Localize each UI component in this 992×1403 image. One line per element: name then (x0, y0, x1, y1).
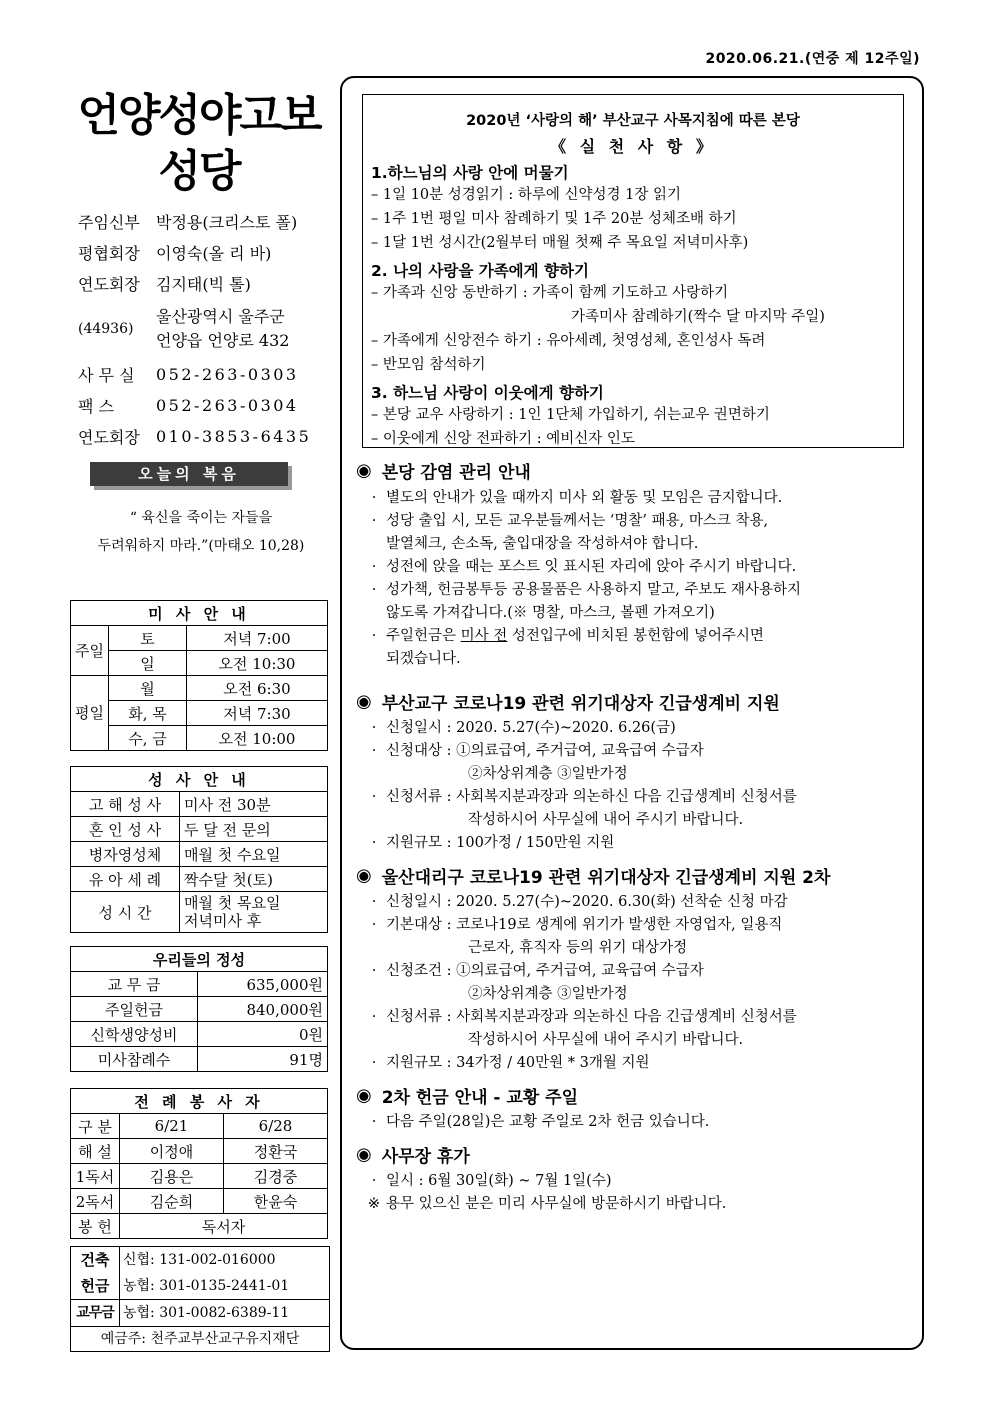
notice-line: ②차상위계층 ③일반가정 (468, 766, 628, 782)
dot-icon: · (371, 894, 377, 910)
dot-icon: · (371, 582, 377, 598)
practice-item: 가족미사 참례하기(짝수 달 마지막 주일) (571, 309, 825, 325)
liturgy-person: 한윤숙 (224, 1189, 328, 1214)
sunday-label: 주일 (71, 626, 109, 676)
notice-line: 되겠습니다. (386, 651, 461, 667)
sacrament-value: 매월 첫 목요일 (184, 894, 281, 912)
dot-icon: · (371, 835, 377, 851)
notice-heading (356, 863, 912, 888)
dot-icon: · (371, 513, 377, 529)
notice-line: 발열체크, 손소독, 출입대장을 작성하셔야 합니다. (386, 536, 699, 552)
dot-icon: · (371, 490, 377, 506)
staff-row (78, 206, 328, 237)
mass-day: 토 (108, 626, 186, 651)
mass-day: 화, 목 (108, 701, 186, 726)
notice-line: 신청대상 : ①의료급여, 주거급여, 교육급여 수급자 (386, 743, 704, 759)
liturgy-date: 6/28 (224, 1114, 328, 1139)
building-label: 헌금 (80, 1277, 110, 1295)
dot-icon: · (371, 720, 377, 736)
offering-name: 주일헌금 (71, 997, 198, 1022)
mass-time: 오전 10:00 (186, 726, 327, 751)
notice-heading (356, 1083, 912, 1108)
practice-section: 1.하느님의 사랑 안에 머물기 (371, 164, 569, 182)
sacrament-value: 저녁미사 후 (184, 912, 262, 930)
staff-row (78, 237, 328, 268)
staff-role: 주임신부 (78, 213, 140, 232)
notice-bullet-icon: ◉ (356, 865, 372, 886)
contact-number: 052-263-0303 (156, 365, 299, 384)
contact-label: 팩 스 (78, 397, 114, 416)
contact-row (78, 421, 328, 452)
staff-name: 이영숙(올 리 바) (156, 244, 272, 263)
offering-value: 840,000원 (198, 997, 328, 1022)
dot-icon: · (371, 963, 377, 979)
dot-icon: · (371, 559, 377, 575)
sacrament-value: 짝수달 첫(토) (180, 867, 328, 892)
notice-heading (356, 458, 912, 483)
mass-table (70, 600, 328, 751)
sacrament-name: 혼 인 성 사 (71, 817, 180, 842)
building-label: 건축 (80, 1251, 110, 1269)
staff-name: 김지태(빅 톨) (156, 275, 251, 294)
notice-line: ②차상위계층 ③일반가정 (468, 986, 628, 1002)
parish-name-line2: 성당 (158, 146, 240, 197)
bulletin-date: 2020.06.21.(연중 제 12주일) (705, 51, 920, 67)
notice-line: 근로자, 휴직자 등의 위기 대상가정 (468, 940, 688, 956)
notice-line: 지원규모 : 34가정 / 40만원 * 3개월 지원 (386, 1055, 650, 1071)
offering-name: 신학생양성비 (71, 1022, 198, 1047)
gospel-line: 두려워하지 마라.”(마태오 10,28) (97, 538, 305, 554)
contact-number: 052-263-0304 (156, 396, 299, 415)
notice-line: 신청일시 : 2020. 5.27(수)~2020. 6.26(금) (386, 720, 676, 736)
offering-name: 교 무 금 (71, 972, 198, 997)
notice-bullet-icon: ◉ (356, 460, 372, 481)
notice-bullet-icon: ◉ (356, 1144, 372, 1165)
liturgy-person: 이정애 (120, 1139, 224, 1164)
dot-icon: · (371, 1114, 377, 1130)
contact-label: 연도회장 (78, 428, 140, 447)
dot-icon: · (371, 1173, 377, 1189)
notice-line: 별도의 안내가 있을 때까지 미사 외 활동 및 모임은 금지합니다. (386, 490, 783, 506)
mass-day: 일 (108, 651, 186, 676)
notice-line: 기본대상 : 코로나19로 생계에 위기가 발생한 자영업자, 일용직 (386, 917, 783, 933)
notice-title: 울산대리구 코로나19 관련 위기대상자 긴급생계비 지원 2차 (381, 868, 831, 888)
dues-label: 교무금 (71, 1300, 120, 1326)
dot-icon: · (371, 917, 377, 933)
mass-time: 오전 6:30 (186, 676, 327, 701)
address (78, 299, 328, 359)
mass-time: 저녁 7:30 (186, 701, 327, 726)
dot-icon: · (371, 1009, 377, 1025)
sacrament-name: 병자영성체 (71, 842, 180, 867)
practice-section: 2. 나의 사랑을 가족에게 향하기 (371, 262, 589, 280)
notice-heading (356, 689, 912, 714)
contact-row (78, 359, 328, 390)
sacrament-heading: 성 사 안 내 (71, 767, 328, 792)
staff-role: 연도회장 (78, 275, 140, 294)
sacrament-name: 유 아 세 례 (71, 867, 180, 892)
notice-title: 본당 감염 관리 안내 (381, 463, 531, 483)
notice-line: 일시 : 6월 30일(화) ~ 7월 1일(수) (386, 1173, 612, 1189)
liturgy-role: 1독서 (71, 1164, 120, 1189)
account-number: 농협: 301-0082-6389-11 (123, 1305, 290, 1321)
postal-code: (44936) (78, 321, 134, 337)
practice-item: – 1일 10분 성경읽기 : 하루에 신약성경 1장 읽기 (371, 187, 682, 203)
practice-item: – 가족과 신앙 동반하기 : 가족이 함께 기도하고 사랑하기 (371, 285, 729, 301)
account-number: 농협: 301-0135-2441-01 (123, 1278, 290, 1294)
offering-name: 미사참례수 (71, 1047, 198, 1072)
mass-time: 오전 10:30 (186, 651, 327, 676)
notice-title: 2차 헌금 안내 - 교황 주일 (381, 1088, 578, 1108)
note-mark-icon: ※ (367, 1196, 381, 1212)
notice-heading (356, 1142, 912, 1167)
parish-name-line1: 언양성야고보 (77, 90, 321, 141)
address-line2: 언양읍 언양로 432 (156, 331, 290, 350)
building-fund (71, 1247, 329, 1299)
notice-line: 않도록 가져갑니다.(※ 명찰, 마스크, 볼펜 가져오기) (386, 605, 715, 621)
practice-item: – 1주 1번 평일 미사 참례하기 및 1주 20분 성체조배 하기 (371, 211, 737, 227)
dot-icon: · (371, 743, 377, 759)
gospel-heading: 오늘의 복음 (90, 462, 288, 486)
practice-item: – 이웃에게 신앙 전파하기 : 예비신자 인도 (371, 431, 635, 447)
liturgy-role: 봉 헌 (71, 1214, 120, 1239)
liturgy-person: 김용은 (120, 1164, 224, 1189)
mass-day: 수, 금 (108, 726, 186, 751)
liturgy-person: 김경중 (224, 1164, 328, 1189)
mass-time: 저녁 7:00 (186, 626, 327, 651)
parish-title (70, 88, 328, 200)
practice-item: – 본당 교우 사랑하기 : 1인 1단체 가입하기, 쉬는교우 권면하기 (371, 407, 770, 423)
contact-number: 010-3853-6435 (156, 427, 312, 446)
notice-line: 신청서류 : 사회복지분과장과 의논하신 다음 긴급생계비 신청서를 (386, 1009, 797, 1025)
notice-title: 부산교구 코로나19 관련 위기대상자 긴급생계비 지원 (381, 694, 780, 714)
staff-role: 평협회장 (78, 244, 140, 263)
liturgy-person: 정환국 (224, 1139, 328, 1164)
contact-label: 사 무 실 (78, 366, 135, 385)
liturgy-col-label: 구 분 (71, 1114, 120, 1139)
liturgy-heading: 전 례 봉 사 자 (71, 1089, 328, 1114)
notice-underlined-text: 미사 전 (460, 628, 508, 644)
dot-icon: · (371, 789, 377, 805)
mass-day: 월 (108, 676, 186, 701)
offering-table (70, 946, 328, 1072)
dot-icon: · (371, 1055, 377, 1071)
practice-item: – 가족에게 신앙전수 하기 : 유아세례, 첫영성체, 혼인성사 독려 (371, 333, 766, 349)
notice-bullet-icon: ◉ (356, 1085, 372, 1106)
offering-value: 91명 (198, 1047, 328, 1072)
notice-text: 성전입구에 비치된 봉헌함에 넣어주시면 (507, 628, 764, 644)
account-number: 신협: 131-002-016000 (123, 1252, 276, 1268)
practice-title: 2020년 ‘사랑의 해’ 부산교구 사목지침에 따른 본당 (466, 113, 800, 129)
practice-item: – 반모임 참석하기 (371, 357, 486, 373)
sacrament-value: 미사 전 30분 (180, 792, 328, 817)
offering-value: 0원 (198, 1022, 328, 1047)
staff-name: 박정용(크리스토 폴) (156, 213, 298, 232)
notice-line: 다음 주일(28일)은 교황 주일로 2차 헌금 있습니다. (386, 1114, 710, 1130)
parish-info (78, 206, 328, 452)
notice-line: 신청일시 : 2020. 5.27(수)~2020. 6.30(화) 선착순 신청 마감 (386, 894, 788, 910)
notice-line: 성당 출입 시, 모든 교우분들께서는 ‘명찰’ 패용, 마스크 착용, (386, 513, 769, 529)
notice-line (386, 625, 764, 648)
sacrament-table (70, 766, 328, 933)
notice-line: 신청서류 : 사회복지분과장과 의논하신 다음 긴급생계비 신청서를 (386, 789, 797, 805)
address-line1: 울산광역시 울주군 (156, 307, 285, 326)
notice-line: 작성하시어 사무실에 내어 주시기 바랍니다. (468, 1032, 744, 1048)
contact-row (78, 390, 328, 421)
notice-line: 작성하시어 사무실에 내어 주시기 바랍니다. (468, 812, 744, 828)
notice-line: 성가책, 헌금봉투등 공용물품은 사용하지 말고, 주보도 재사용하지 (386, 582, 802, 598)
notice-line: 성전에 앉을 때는 포스트 잇 표시된 자리에 앉아 주시기 바랍니다. (386, 559, 797, 575)
liturgy-person: 김순희 (120, 1189, 224, 1214)
practice-section: 3. 하느님 사랑이 이웃에게 향하기 (371, 384, 604, 402)
dot-icon: · (371, 628, 377, 644)
liturgy-role: 해 설 (71, 1139, 120, 1164)
liturgy-table (70, 1088, 328, 1239)
notice-line: 용무 있으신 분은 미리 사무실에 방문하시기 바랍니다. (386, 1196, 727, 1212)
gospel-line: “ 육신을 죽이는 자들을 (129, 510, 273, 526)
notice-line: 신청조건 : ①의료급여, 주거급여, 교육급여 수급자 (386, 963, 704, 979)
dues-fund (71, 1299, 329, 1326)
gospel-quote (70, 504, 332, 560)
sacrament-value: 두 달 전 문의 (180, 817, 328, 842)
liturgy-date: 6/21 (120, 1114, 224, 1139)
staff-row (78, 268, 328, 299)
sacrament-value: 매월 첫 수요일 (180, 842, 328, 867)
liturgy-role: 2독서 (71, 1189, 120, 1214)
offering-heading: 우리들의 정성 (71, 947, 328, 972)
sacrament-name: 고 해 성 사 (71, 792, 180, 817)
notice-line: 지원규모 : 100가정 / 150만원 지원 (386, 835, 615, 851)
liturgy-person: 독서자 (120, 1214, 328, 1239)
practice-item: – 1달 1번 성시간(2월부터 매월 첫째 주 목요일 저녁미사후) (371, 235, 749, 251)
account-holder: 예금주: 천주교부산교구유지재단 (71, 1326, 329, 1351)
sacrament-name: 성 시 간 (71, 892, 180, 933)
notices (356, 458, 912, 1216)
weekday-label: 평일 (71, 676, 109, 751)
notice-text: 주일헌금은 (386, 628, 461, 644)
notice-bullet-icon: ◉ (356, 691, 372, 712)
practice-box (362, 94, 904, 448)
practice-subtitle: 《 실 천 사 항 》 (550, 137, 716, 156)
offering-value: 635,000원 (198, 972, 328, 997)
bank-accounts (70, 1246, 330, 1352)
mass-heading: 미 사 안 내 (71, 601, 328, 626)
notice-title: 사무장 휴가 (381, 1147, 470, 1167)
